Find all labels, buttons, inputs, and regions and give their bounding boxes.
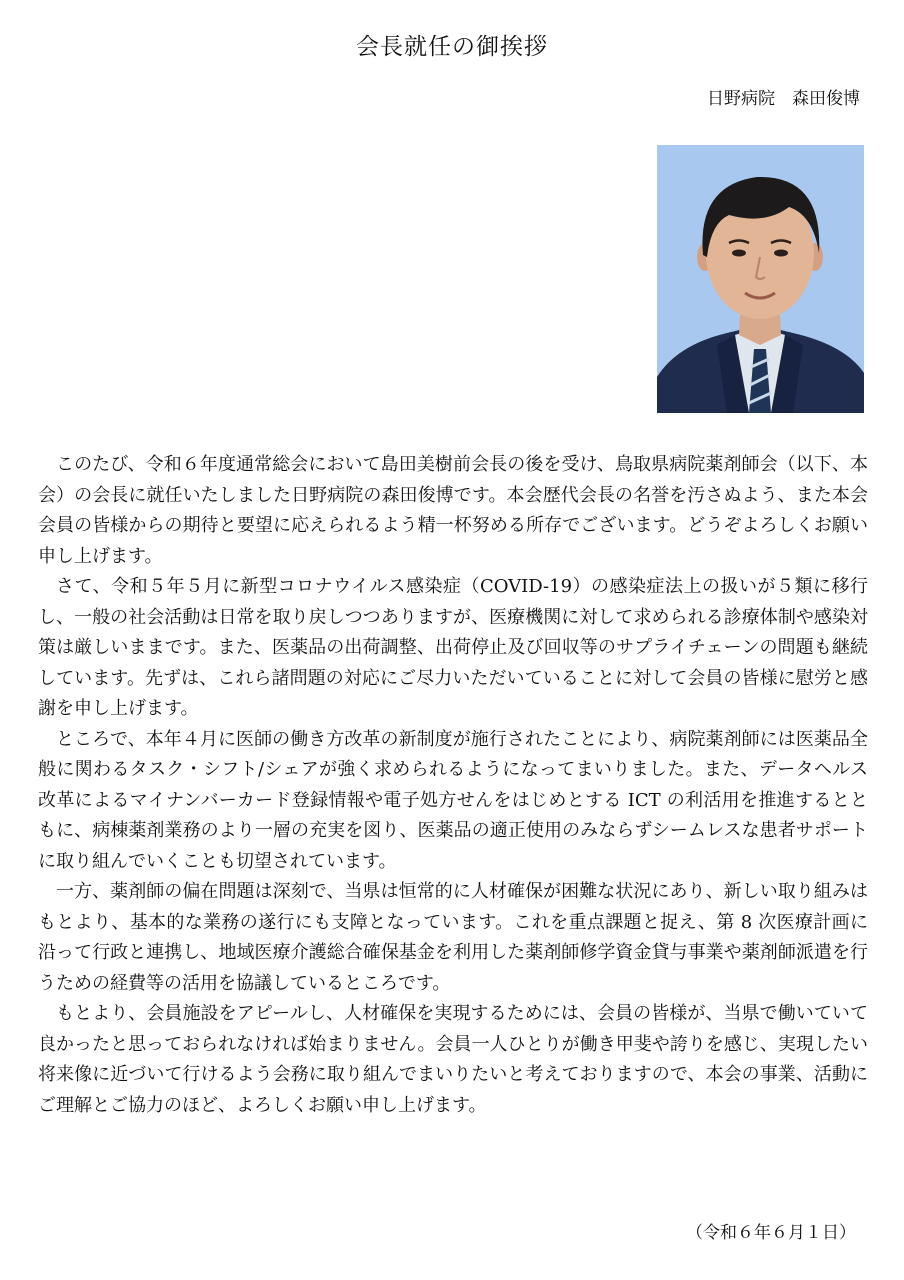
paragraph: もとより、会員施設をアピールし、人材確保を実現するためには、会員の皆様が、当県で働いていて良かったと思っておられなければ始まりません。会員一人ひとりが働き甲斐や誇りを感じ、実現したい将来像に近づいて行けるよう会務に取り組んでまいりたいと考えておりますので、本会の事業、活動にご理解とご協力のほど、よろしくお願い申し上げます。 xyxy=(38,1003,868,1116)
paragraph: さて、令和５年５月に新型コロナウイルス感染症（COVID-19）の感染症法上の扱いが５類に移行し、一般の社会活動は日常を取り戻しつつありますが、医療機関に対して求められる診療体制や感染対策は厳しいままです。また、医薬品の出荷調整、出荷停止及び回収等のサプライチェーンの問題も継続しています。先ずは、これら諸問題の対応にご尽力いただいていることに対して会員の皆様に慰労と感謝を申し上げます。 xyxy=(38,576,868,719)
portrait-photo xyxy=(657,145,864,413)
paragraph: ところで、本年４月に医師の働き方改革の新制度が施行されたことにより、病院薬剤師には医薬品全般に関わるタスク・シフト/シェアが強く求められるようになってまいりました。また、データヘルス改革によるマイナンバーカード登録情報や電子処方せんをはじめとする ICT の利活用を推進するとともに、病棟薬剤業務のより一層の充実を図り、医薬品の適正使用のみならずシームレスな患者サポートに取り組んでいくことも切望されています。 xyxy=(38,728,868,872)
paragraph: 一方、薬剤師の偏在問題は深刻で、当県は恒常的に人材確保が困難な状況にあり、新しい取り組みはもとより、基本的な業務の遂行にも支障となっています。これを重点課題と捉え、第 8 次医療計画に沿って行政と連携し、地域医療介護総合確保基金を利用した薬剤師修学資金貸与事業や薬剤師派遣を行うための経費等の活用を協議しているところです。 xyxy=(38,881,868,994)
document-title: 会長就任の御挨拶 xyxy=(356,34,548,60)
issue-date: （令和６年６月１日） xyxy=(686,1223,856,1243)
body-text xyxy=(38,450,868,1121)
paragraph: このたび、令和６年度通常総会において島田美樹前会長の後を受け、鳥取県病院薬剤師会（以下、本会）の会長に就任いたしました日野病院の森田俊博です。本会歴代会長の名誉を汚さぬよう、また本会会員の皆様からの期待と要望に応えられるよう精一杯努める所存でございます。どうぞよろしくお願い申し上げます。 xyxy=(38,454,868,567)
author-line: 日野病院 森田俊博 xyxy=(707,89,860,109)
